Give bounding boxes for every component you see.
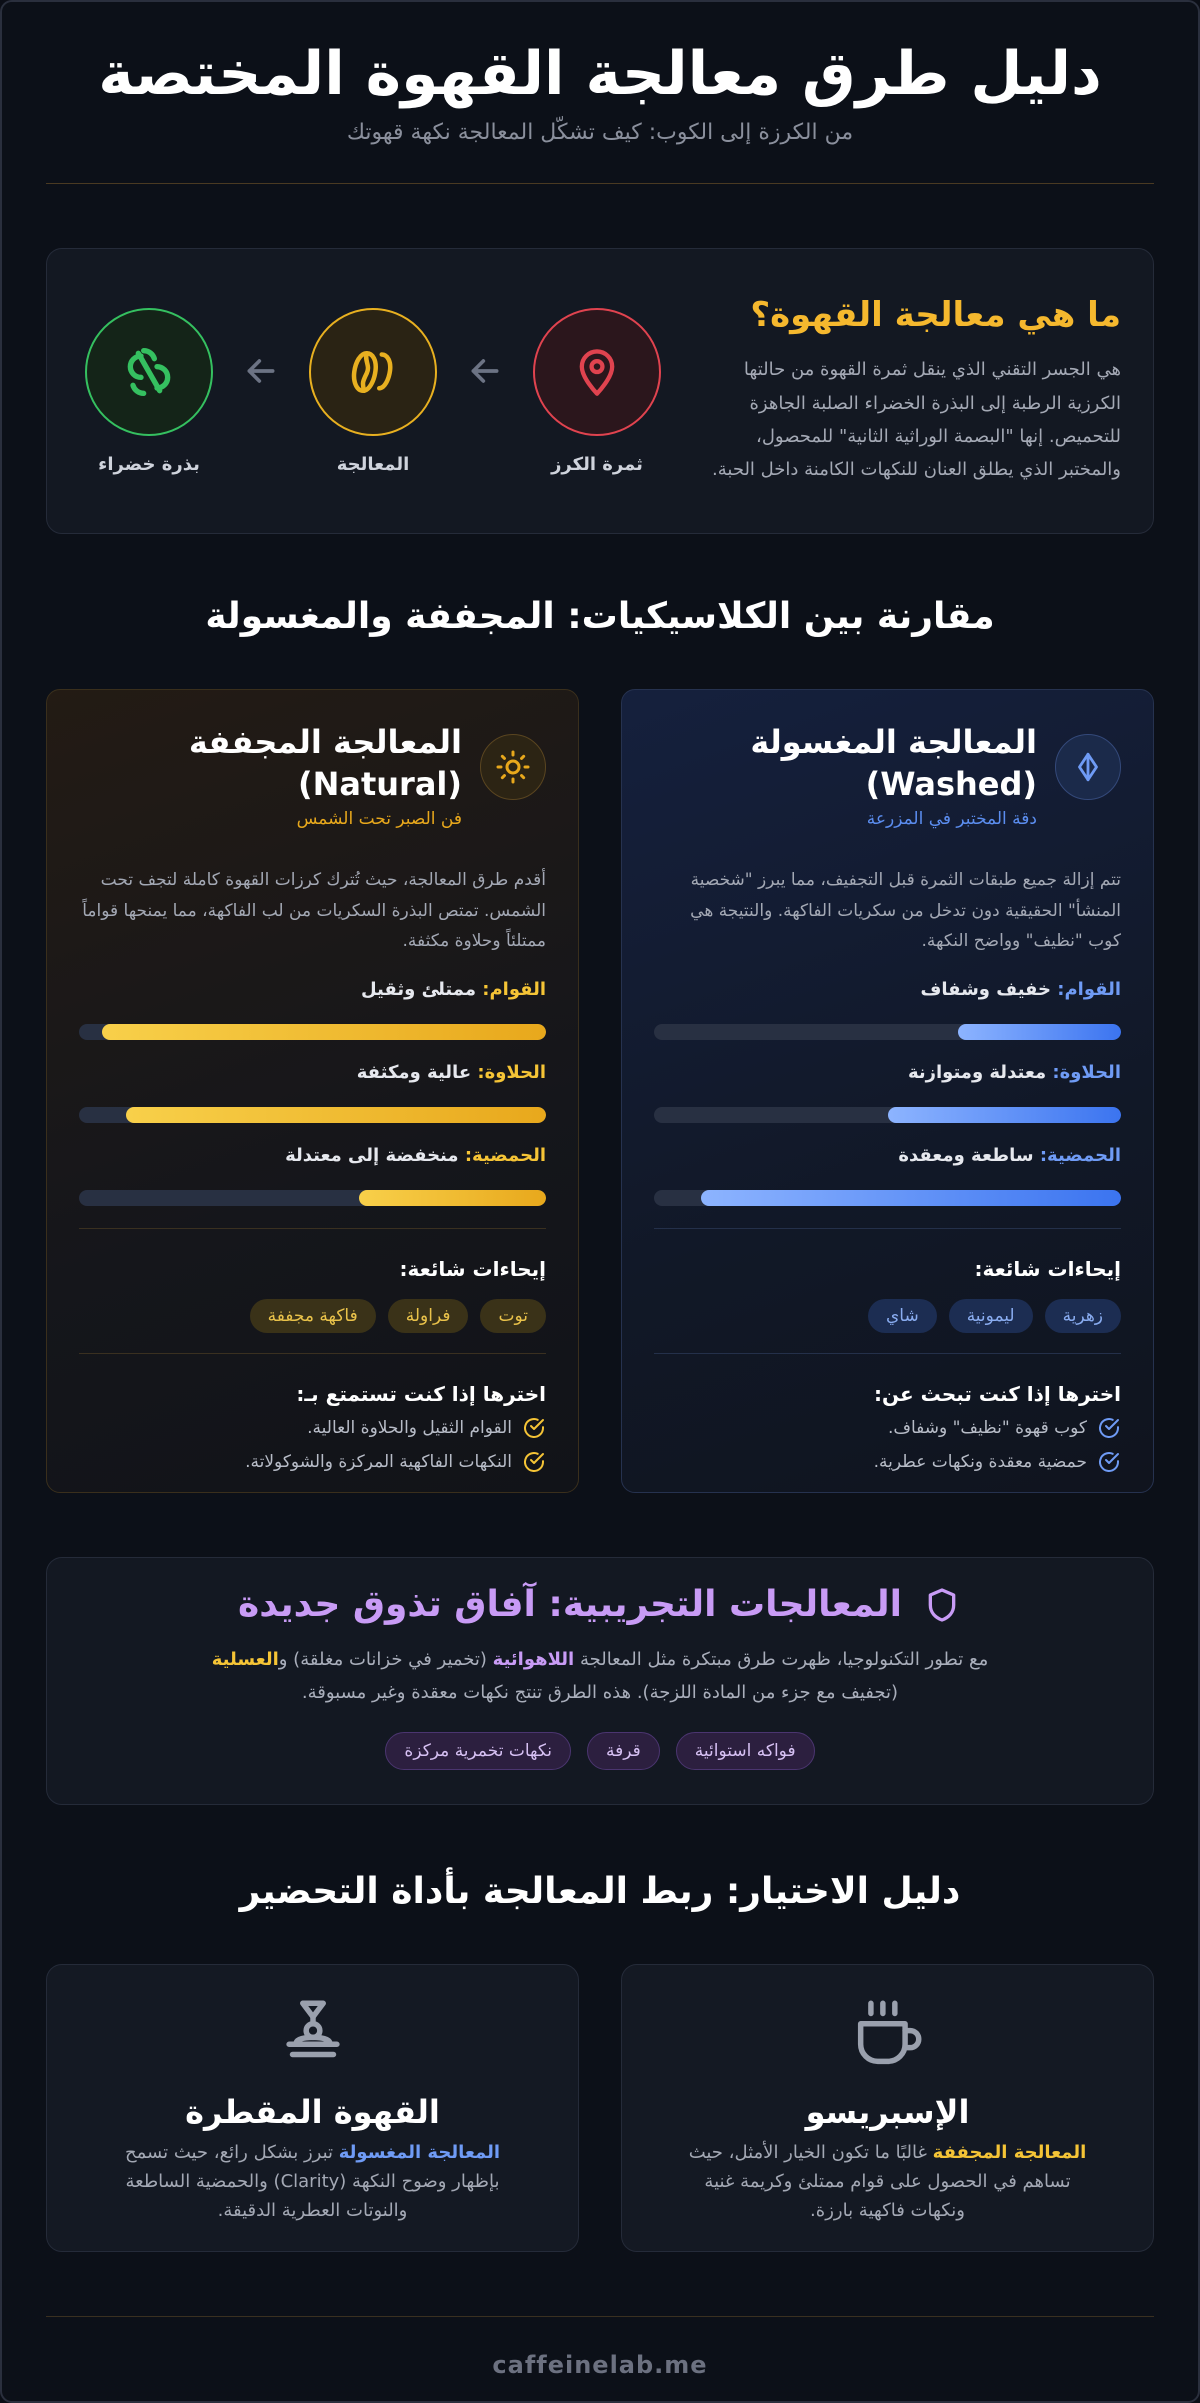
arrow-left-icon <box>219 351 303 391</box>
pour-over-icon <box>272 1993 354 2075</box>
check-circle-icon <box>522 1416 546 1440</box>
notes-chips <box>654 1299 1121 1333</box>
choose-heading: اخترها إذا كنت تستمتع بـ: <box>296 1381 546 1406</box>
flavor-chip: فواكه استوائية <box>676 1732 815 1770</box>
metric-bar-fill <box>102 1024 546 1040</box>
location-pin-icon <box>533 308 661 436</box>
highlight-honey: العسلية <box>211 1649 279 1670</box>
choose-item <box>79 1450 546 1474</box>
note-chip: شاي <box>868 1299 937 1333</box>
choice-grid <box>46 1964 1154 2252</box>
metric-label: القوام: <box>1057 978 1121 1000</box>
divider <box>79 1353 546 1354</box>
choose-item <box>654 1416 1121 1440</box>
choice-section-title: دليل الاختيار: ربط المعالجة بأداة التحضير <box>239 1871 961 1912</box>
choose-text: القوام الثقيل والحلاوة العالية. <box>307 1417 512 1438</box>
choose-item <box>654 1450 1121 1474</box>
metric-acidity <box>79 1145 546 1206</box>
shield-icon <box>922 1585 962 1625</box>
metric-sweetness <box>79 1062 546 1123</box>
metric-bar-fill <box>888 1107 1122 1123</box>
flow-step-cherry <box>527 308 667 475</box>
check-circle-icon <box>1097 1450 1121 1474</box>
highlight-natural: المعالجة المجففة <box>932 2142 1087 2163</box>
body-text: غالبًا ما تكون الخيار الأمثل، حيث تساهم في الحصول على قوام ممتلئ وكريمة غنية ونكهات فاكهية بارزة. <box>688 2142 1071 2221</box>
what-is-text <box>697 295 1121 486</box>
espresso-body <box>622 2139 1153 2225</box>
metric-value: ممتلئ وثقيل <box>360 978 476 1000</box>
choose-text: كوب قهوة "نظيف" وشفاف. <box>887 1417 1087 1438</box>
what-is-card <box>46 248 1154 534</box>
body-text: تبرز بشكل رائع، حيث تسمح بإظهار وضوح النكهة (Clarity) والحمضية الساطعة والنوتات العطرية الدقيقة. <box>125 2142 500 2221</box>
header-divider <box>46 183 1154 184</box>
compare-grid <box>46 689 1154 1493</box>
metric-value: منخفضة إلى معتدلة <box>285 1144 459 1166</box>
natural-card <box>46 689 579 1493</box>
choose-text: حمضية معقدة ونكهات عطرية. <box>873 1451 1087 1472</box>
espresso-card <box>621 1964 1154 2252</box>
metric-value: خفيف وشفاف <box>920 978 1051 1000</box>
drip-title: القهوة المقطرة <box>185 2093 440 2131</box>
metric-label: الحمضية: <box>464 1144 546 1166</box>
experimental-card <box>46 1557 1154 1805</box>
highlight-washed: المعالجة المغسولة <box>338 2142 500 2163</box>
site-link[interactable]: caffeinelab.me <box>492 2351 708 2379</box>
metric-label: الحمضية: <box>1039 1144 1121 1166</box>
choose-list <box>654 1416 1121 1474</box>
green-seed-icon <box>85 308 213 436</box>
natural-header <box>79 722 546 829</box>
natural-title: المعالجة المجففة (Natural) <box>188 723 462 803</box>
flow-step-label: بذرة خضراء <box>98 453 200 475</box>
metric-value: عالية ومكثفة <box>356 1061 472 1083</box>
metric-bar-fill <box>701 1190 1121 1206</box>
choose-text: النكهات الفاكهية المركزة والشوكولاتة. <box>245 1451 512 1472</box>
metric-bar <box>654 1107 1121 1123</box>
natural-description: أقدم طرق المعالجة، حيث تُترك كرزات القهوة كاملة لتجف تحت الشمس. تمتص البذرة السكريات من لب الفاكهة، مما يمنحها قواماً ممتلئاً وحلاوة مكثفة. <box>82 870 546 952</box>
coffee-cup-icon <box>847 1993 929 2075</box>
highlight-anaerobic: اللاهوائية <box>492 1649 575 1670</box>
metric-body <box>654 979 1121 1040</box>
body-text: (تخمير في خزانات مغلقة) و <box>278 1649 493 1670</box>
espresso-title: الإسبريسو <box>805 2093 970 2131</box>
washed-card <box>621 689 1154 1493</box>
flavor-chip: قرفة <box>587 1732 660 1770</box>
metric-bar <box>654 1024 1121 1040</box>
divider <box>654 1353 1121 1354</box>
site-footer <box>46 2351 1154 2379</box>
washed-header <box>654 722 1121 829</box>
metric-body <box>79 979 546 1040</box>
notes-heading: إيحاءات شائعة: <box>399 1256 546 1281</box>
choose-item <box>79 1416 546 1440</box>
process-flow <box>79 308 697 475</box>
page-subtitle: من الكرزة إلى الكوب: كيف تشكّل المعالجة نكهة قهوتك <box>346 120 854 145</box>
flow-step-processing <box>303 308 443 475</box>
divider <box>654 1228 1121 1229</box>
metric-sweetness <box>654 1062 1121 1123</box>
page-title: دليل طرق معالجة القهوة المختصة <box>98 39 1102 109</box>
natural-tagline: فن الصبر تحت الشمس <box>296 809 462 830</box>
page-header <box>46 2 1154 184</box>
note-chip: زهرية <box>1045 1299 1121 1333</box>
coffee-beans-icon <box>309 308 437 436</box>
note-chip: توت <box>480 1299 546 1333</box>
metric-bar-fill <box>126 1107 546 1123</box>
metric-label: القوام: <box>482 978 546 1000</box>
washed-description: تتم إزالة جميع طبقات الثمرة قبل التجفيف، مما يبرز "شخصية المنشأ" الحقيقية دون تدخل من سكريات الفاكهة. والنتيجة هي كوب "نظيف" وواضح النكهة. <box>690 870 1121 952</box>
what-is-body: هي الجسر التقني الذي ينقل ثمرة القهوة من حالتها الكرزية الرطبة إلى البذرة الخضراء الصلبة الجاهزة للتحميص. إنها "البصمة الوراثية الثانية" للمحصول، والمختبر الذي يطلق العنان للنكهات الكامنة داخل الحبة. <box>712 359 1121 481</box>
notes-chips <box>79 1299 546 1333</box>
drip-card <box>46 1964 579 2252</box>
body-text: مع تطور التكنولوجيا، ظهرت طرق مبتكرة مثل المعالجة <box>574 1649 989 1670</box>
experimental-chips <box>47 1732 1153 1770</box>
drop-diamond-icon <box>1055 734 1121 800</box>
metric-value: ساطعة ومعقدة <box>898 1144 1034 1166</box>
metric-bar-fill <box>359 1190 546 1206</box>
metric-label: الحلاوة: <box>1052 1061 1121 1083</box>
metric-bar <box>79 1024 546 1040</box>
flavor-chip: نكهات تخمرية مركزة <box>385 1732 571 1770</box>
note-chip: فاكهة مجففة <box>250 1299 376 1333</box>
compare-section-title: مقارنة بين الكلاسيكيات: المجففة والمغسولة <box>205 596 995 637</box>
washed-title: المعالجة المغسولة (Washed) <box>750 723 1037 803</box>
note-chip: فراولة <box>388 1299 469 1333</box>
experimental-body <box>47 1643 1153 1710</box>
flow-step-green-seed <box>79 308 219 475</box>
sun-icon <box>480 734 546 800</box>
check-circle-icon <box>1097 1416 1121 1440</box>
metric-bar-fill <box>958 1024 1121 1040</box>
experimental-title: المعالجات التجريبية: آفاق تذوق جديدة <box>238 1584 902 1625</box>
flow-step-label: ثمرة الكرز <box>551 453 643 475</box>
what-is-title: ما هي معالجة القهوة؟ <box>750 295 1121 336</box>
metric-value: معتدلة ومتوازنة <box>907 1061 1047 1083</box>
metric-bar <box>654 1190 1121 1206</box>
note-chip: ليمونية <box>949 1299 1033 1333</box>
arrow-left-icon <box>443 351 527 391</box>
check-circle-icon <box>522 1450 546 1474</box>
washed-tagline: دقة المختبر في المزرعة <box>866 809 1037 830</box>
body-text: (تجفيف مع جزء من المادة اللزجة). هذه الطرق تنتج نكهات معقدة وغير مسبوقة. <box>301 1682 899 1704</box>
choose-heading: اخترها إذا كنت تبحث عن: <box>874 1381 1121 1406</box>
flow-step-label: المعالجة <box>336 453 410 475</box>
metric-acidity <box>654 1145 1121 1206</box>
divider <box>79 1228 546 1229</box>
metric-label: الحلاوة: <box>477 1061 546 1083</box>
footer-divider <box>46 2316 1154 2317</box>
metric-bar <box>79 1190 546 1206</box>
metric-bar <box>79 1107 546 1123</box>
notes-heading: إيحاءات شائعة: <box>974 1256 1121 1281</box>
choose-list <box>79 1416 546 1474</box>
drip-body <box>47 2139 578 2225</box>
